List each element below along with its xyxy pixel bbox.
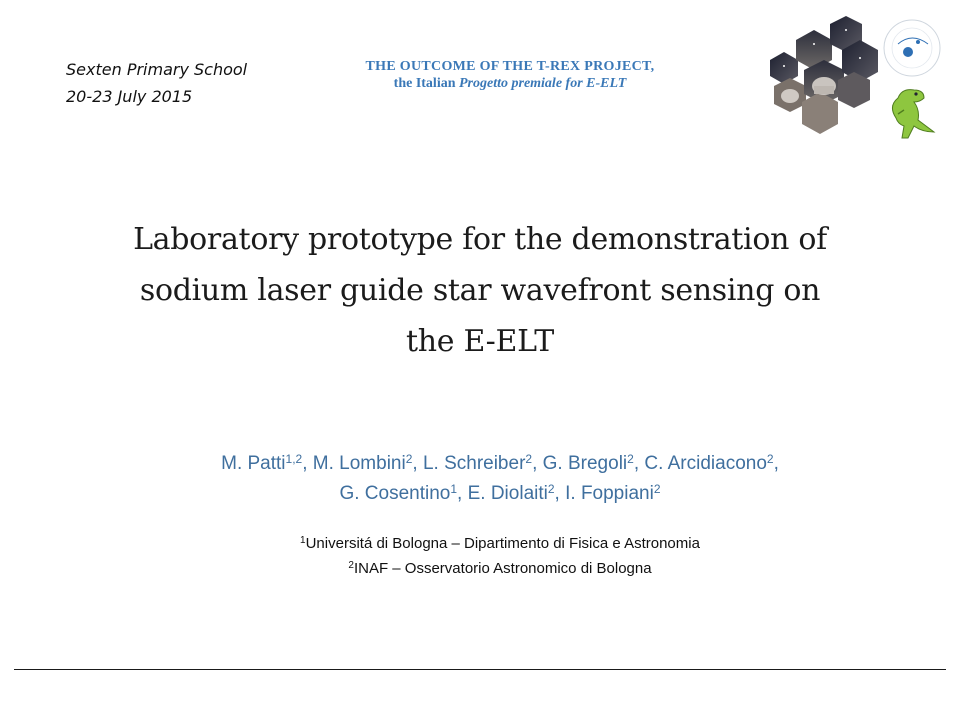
hexagon-telescope-mosaic-icon [770, 16, 878, 134]
affiliation-text: INAF – Osservatorio Astronomico di Bologna [353, 560, 652, 577]
project-line-1: THE OUTCOME OF THE T-REX PROJECT, [365, 59, 655, 74]
author-name: E. Diolaiti [467, 483, 548, 504]
t-rex-logo-graphic [748, 14, 948, 144]
author-name: M. Patti [221, 453, 286, 474]
author-name: G. Bregoli [542, 453, 628, 474]
author-separator: , [554, 483, 566, 504]
author-affiliation-mark: 2 [525, 452, 533, 466]
title-line-1: Laboratory prototype for the demonstration of [133, 222, 827, 257]
author-list [130, 449, 870, 509]
author-separator: , [773, 453, 779, 474]
inaf-seal-icon [884, 20, 940, 76]
project-line-2-italic: Progetto premiale for E-ELT [459, 76, 627, 91]
author-name: L. Schreiber [422, 453, 526, 474]
author-name: M. Lombini [312, 453, 406, 474]
author-affiliation-mark: 1 [450, 482, 458, 496]
author-separator: , [633, 453, 645, 474]
affiliation-text: Universitá di Bologna – Dipartimento di Fisica e Astronomia [305, 535, 700, 552]
slide-title [40, 214, 920, 367]
project-line-2-prefix: the Italian [393, 76, 459, 91]
event-dates: 20-23 July 2015 [66, 87, 193, 106]
project-header [300, 59, 720, 92]
affiliation-item [180, 531, 820, 556]
author-line-2 [130, 479, 870, 509]
author-line-1 [130, 449, 870, 479]
t-rex-dinosaur-icon [892, 90, 934, 138]
author-separator: , [532, 453, 543, 474]
affiliation-number: 2 [348, 560, 354, 571]
author-separator: , [457, 483, 468, 504]
event-name: Sexten Primary School [66, 60, 248, 79]
author-name: C. Arcidiacono [644, 453, 767, 474]
author-affiliation-mark: 2 [766, 452, 774, 466]
project-line-2 [300, 76, 720, 92]
author-separator: , [412, 453, 423, 474]
affiliation-number: 1 [300, 535, 306, 546]
title-line-3: the E-ELT [406, 324, 554, 359]
footer-divider [14, 669, 946, 670]
author-affiliation-mark: 2 [547, 482, 555, 496]
t-rex-logo [748, 14, 948, 144]
author-name: G. Cosentino [339, 483, 451, 504]
author-separator: , [302, 453, 313, 474]
title-line-2: sodium laser guide star wavefront sensing on [139, 273, 821, 308]
event-info [66, 56, 247, 110]
author-name: I. Foppiani [565, 483, 654, 504]
author-affiliation-mark: 1,2 [285, 452, 303, 466]
author-affiliation-mark: 2 [627, 452, 634, 466]
author-affiliation-mark: 2 [653, 482, 661, 496]
author-affiliation-mark: 2 [405, 452, 413, 466]
affiliation-list [180, 531, 820, 581]
affiliation-item [180, 556, 820, 581]
